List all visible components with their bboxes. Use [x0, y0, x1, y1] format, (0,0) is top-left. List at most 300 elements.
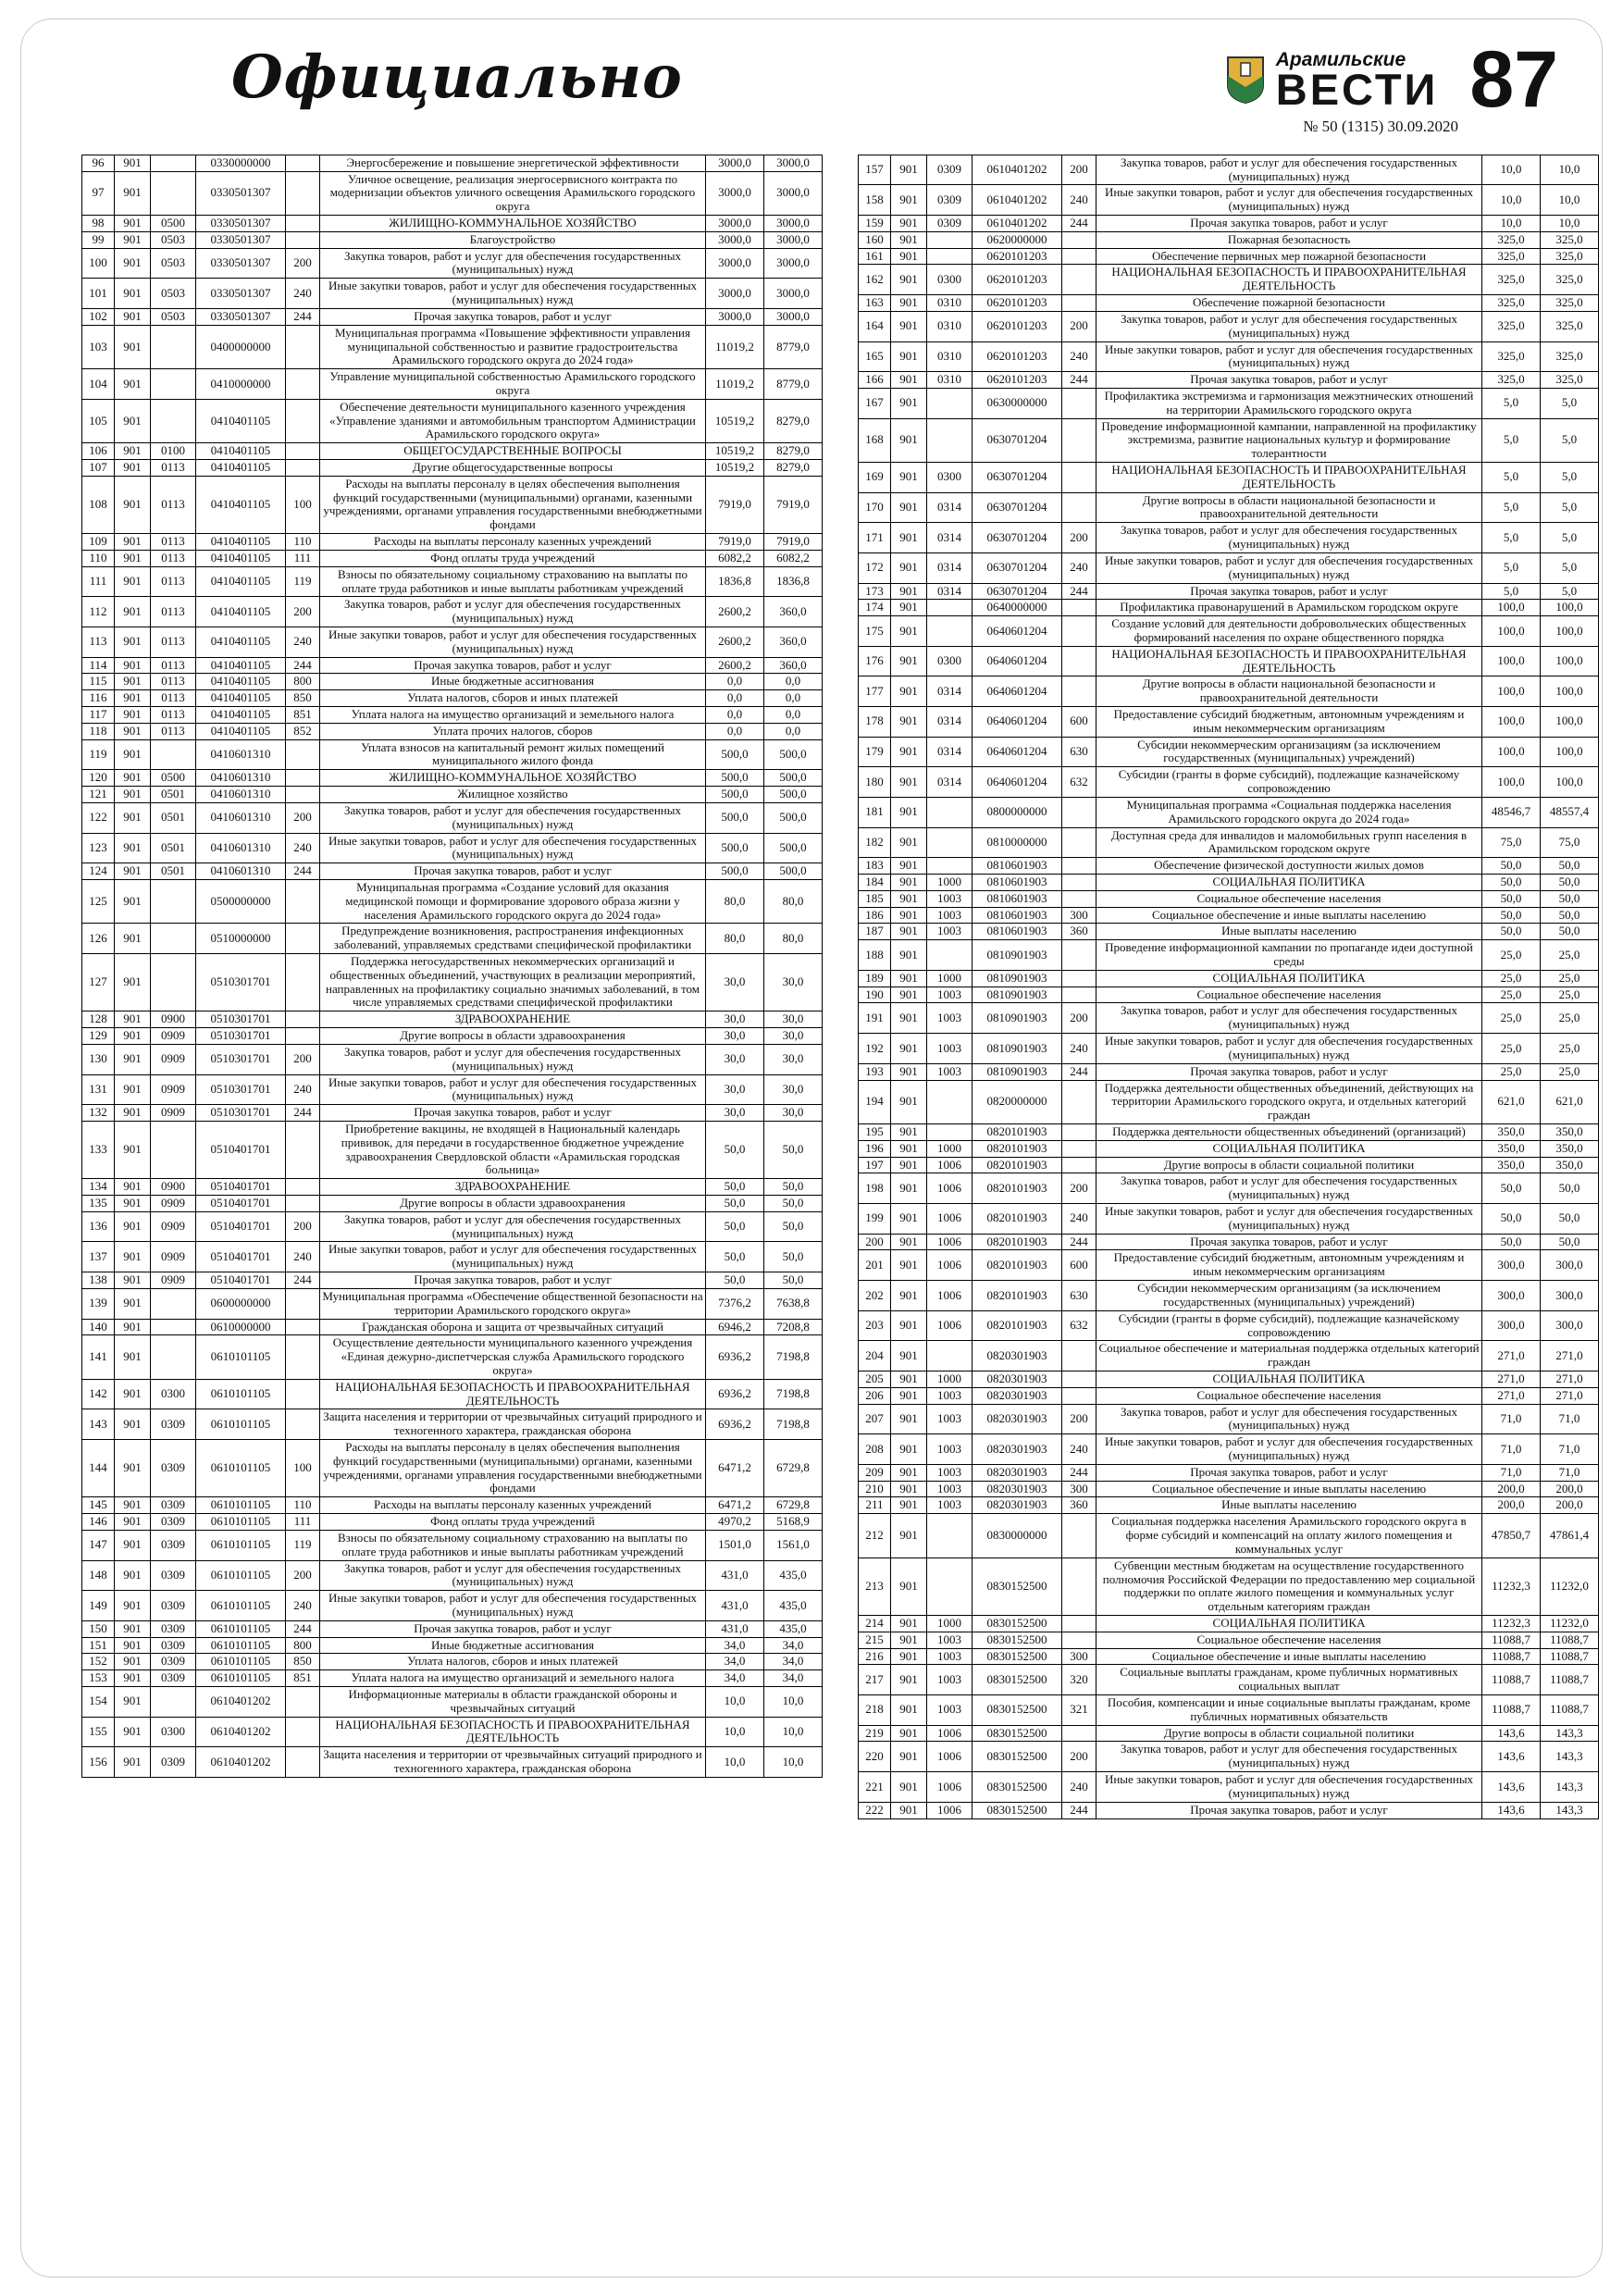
expense-type-cell: 200 [286, 1211, 320, 1242]
name-cell: Уплата налога на имущество организаций и земельного налога [320, 707, 706, 724]
amount-2-cell: 25,0 [1541, 970, 1599, 987]
amount-1-cell: 30,0 [706, 1044, 764, 1074]
row-number-cell: 177 [859, 676, 891, 707]
section-code-cell: 0310 [927, 295, 973, 312]
expense-type-cell: 240 [286, 1242, 320, 1272]
section-code-cell: 0300 [927, 463, 973, 493]
grbs-code-cell: 901 [115, 1028, 151, 1045]
table-row [82, 399, 823, 442]
target-article-cell: 0640601204 [973, 707, 1062, 738]
table-row [82, 1288, 823, 1319]
expense-type-cell: 360 [1062, 924, 1096, 940]
amount-1-cell: 500,0 [706, 802, 764, 833]
target-article-cell: 0610101105 [196, 1409, 286, 1440]
table-row [859, 767, 1599, 798]
amount-1-cell: 80,0 [706, 924, 764, 954]
name-cell: Иные бюджетные ассигнования [320, 674, 706, 690]
grbs-code-cell: 901 [115, 1497, 151, 1514]
amount-1-cell: 300,0 [1482, 1281, 1541, 1311]
name-cell: Жилищное хозяйство [320, 787, 706, 803]
expense-type-cell [1062, 858, 1096, 875]
table-row [859, 1742, 1599, 1772]
amount-1-cell: 50,0 [1482, 1234, 1541, 1250]
brand-name-text: ВЕСТИ [1275, 64, 1439, 114]
row-number-cell: 100 [82, 248, 115, 279]
amount-2-cell: 0,0 [764, 723, 823, 739]
row-number-cell: 189 [859, 970, 891, 987]
expense-type-cell [1062, 797, 1096, 827]
table-row [82, 1044, 823, 1074]
name-cell: Информационные материалы в области гражданской обороны и чрезвычайных ситуаций [320, 1687, 706, 1718]
expense-type-cell [286, 443, 320, 460]
name-cell: Прочая закупка товаров, работ и услуг [320, 863, 706, 880]
grbs-code-cell: 901 [891, 265, 927, 295]
amount-1-cell: 48546,7 [1482, 797, 1541, 827]
table-row [859, 185, 1599, 216]
budget-table-right [858, 155, 1599, 1819]
name-cell: Гражданская оборона и защита от чрезвычайных ситуаций [320, 1319, 706, 1335]
table-row [859, 583, 1599, 600]
table-row [859, 924, 1599, 940]
name-cell: Закупка товаров, работ и услуг для обеспечения государственных (муниципальных) нужд [1096, 523, 1482, 553]
row-number-cell: 182 [859, 827, 891, 858]
section-code-cell: 0113 [151, 476, 196, 533]
name-cell: Иные закупки товаров, работ и услуг для обеспечения государственных (муниципальных) нужд [1096, 341, 1482, 372]
target-article-cell: 0330501307 [196, 216, 286, 232]
grbs-code-cell: 901 [115, 1717, 151, 1747]
target-article-cell: 0810601903 [973, 907, 1062, 924]
name-cell: ОБЩЕГОСУДАРСТВЕННЫЕ ВОПРОСЫ [320, 443, 706, 460]
grbs-code-cell: 901 [891, 1140, 927, 1157]
expense-type-cell: 800 [286, 674, 320, 690]
name-cell: Социальное обеспечение населения [1096, 1387, 1482, 1404]
table-row [82, 1637, 823, 1654]
target-article-cell: 0510401701 [196, 1179, 286, 1196]
amount-1-cell: 431,0 [706, 1591, 764, 1621]
row-number-cell: 168 [859, 418, 891, 462]
expense-type-cell: 200 [1062, 523, 1096, 553]
table-row [859, 1034, 1599, 1064]
section-code-cell: 1000 [927, 1140, 973, 1157]
target-article-cell: 0410401105 [196, 566, 286, 597]
name-cell: Уличное освещение, реализация энергосервисного контракта по модернизации объектов уличного освещения Арамильского городского округа [320, 171, 706, 215]
table-row [82, 863, 823, 880]
target-article-cell: 0620101203 [973, 265, 1062, 295]
row-number-cell: 191 [859, 1003, 891, 1034]
amount-1-cell: 30,0 [706, 1105, 764, 1122]
target-article-cell: 0610101105 [196, 1497, 286, 1514]
amount-1-cell: 325,0 [1482, 372, 1541, 389]
grbs-code-cell: 901 [891, 1665, 927, 1695]
section-code-cell: 1003 [927, 1387, 973, 1404]
row-number-cell: 112 [82, 597, 115, 627]
row-number-cell: 133 [82, 1121, 115, 1178]
amount-1-cell: 47850,7 [1482, 1514, 1541, 1558]
section-code-cell: 0501 [151, 787, 196, 803]
amount-2-cell: 8279,0 [764, 443, 823, 460]
row-number-cell: 119 [82, 739, 115, 770]
name-cell: Субсидии некоммерческим организациям (за исключением государственных (муниципальных) учреждений) [1096, 1281, 1482, 1311]
name-cell: Иные закупки товаров, работ и услуг для обеспечения государственных (муниципальных) нужд [1096, 1034, 1482, 1064]
expense-type-cell [1062, 1387, 1096, 1404]
section-code-cell [151, 1121, 196, 1178]
row-number-cell: 162 [859, 265, 891, 295]
table-row [859, 372, 1599, 389]
amount-2-cell: 25,0 [1541, 1034, 1599, 1064]
row-number-cell: 96 [82, 155, 115, 171]
amount-1-cell: 50,0 [1482, 1173, 1541, 1204]
amount-2-cell: 30,0 [764, 1044, 823, 1074]
section-code-cell: 0309 [927, 216, 973, 232]
amount-1-cell: 200,0 [1482, 1497, 1541, 1514]
name-cell: Закупка товаров, работ и услуг для обеспечения государственных (муниципальных) нужд [1096, 1173, 1482, 1204]
amount-2-cell: 34,0 [764, 1637, 823, 1654]
section-code-cell: 0314 [927, 523, 973, 553]
row-number-cell: 161 [859, 248, 891, 265]
name-cell: Проведение информационной кампании по пропаганде идеи доступной среды [1096, 940, 1482, 971]
grbs-code-cell: 901 [115, 954, 151, 1011]
brand-names [1275, 48, 1439, 114]
expense-type-cell [286, 879, 320, 923]
expense-type-cell: 110 [286, 534, 320, 551]
amount-1-cell: 25,0 [1482, 987, 1541, 1003]
grbs-code-cell: 901 [891, 1341, 927, 1371]
section-code-cell [927, 616, 973, 647]
name-cell: СОЦИАЛЬНАЯ ПОЛИТИКА [1096, 1371, 1482, 1387]
name-cell: Прочая закупка товаров, работ и услуг [1096, 372, 1482, 389]
grbs-code-cell: 901 [115, 1620, 151, 1637]
expense-type-cell: 300 [1062, 907, 1096, 924]
amount-1-cell: 10,0 [706, 1687, 764, 1718]
amount-1-cell: 325,0 [1482, 341, 1541, 372]
grbs-code-cell: 901 [115, 216, 151, 232]
target-article-cell: 0640601204 [973, 616, 1062, 647]
amount-1-cell: 6936,2 [706, 1379, 764, 1409]
target-article-cell: 0830152500 [973, 1772, 1062, 1803]
amount-2-cell: 350,0 [1541, 1123, 1599, 1140]
amount-2-cell: 30,0 [764, 1028, 823, 1045]
target-article-cell: 0830152500 [973, 1742, 1062, 1772]
row-number-cell: 184 [859, 874, 891, 890]
amount-1-cell: 50,0 [1482, 1204, 1541, 1235]
name-cell: Муниципальная программа «Повышение эффективности управления муниципальной собственностью и развитие градостроительства Арамильского городского округа до 2024 года» [320, 325, 706, 368]
target-article-cell: 0610101105 [196, 1335, 286, 1379]
target-article-cell: 0810901903 [973, 987, 1062, 1003]
row-number-cell: 146 [82, 1514, 115, 1531]
section-code-cell: 0309 [151, 1654, 196, 1670]
table-row [82, 1654, 823, 1670]
expense-type-cell [286, 171, 320, 215]
target-article-cell: 0410401105 [196, 657, 286, 674]
section-code-cell: 0501 [151, 863, 196, 880]
grbs-code-cell: 901 [891, 890, 927, 907]
expense-type-cell [1062, 1080, 1096, 1123]
amount-1-cell: 5,0 [1482, 523, 1541, 553]
target-article-cell: 0330501307 [196, 231, 286, 248]
section-code-cell: 1003 [927, 1632, 973, 1648]
amount-2-cell: 7919,0 [764, 476, 823, 533]
name-cell: Уплата прочих налогов, сборов [320, 723, 706, 739]
grbs-code-cell: 901 [115, 627, 151, 657]
amount-1-cell: 50,0 [706, 1242, 764, 1272]
amount-1-cell: 10,0 [1482, 185, 1541, 216]
amount-2-cell: 11088,7 [1541, 1632, 1599, 1648]
row-number-cell: 118 [82, 723, 115, 739]
section-code-cell: 1003 [927, 1695, 973, 1726]
amount-1-cell: 1836,8 [706, 566, 764, 597]
target-article-cell: 0620101203 [973, 311, 1062, 341]
amount-1-cell: 325,0 [1482, 295, 1541, 312]
table-row [82, 1409, 823, 1440]
amount-1-cell: 6936,2 [706, 1335, 764, 1379]
section-code-cell: 1003 [927, 1497, 973, 1514]
target-article-cell: 0630701204 [973, 492, 1062, 523]
table-row [859, 970, 1599, 987]
section-code-cell [151, 1687, 196, 1718]
row-number-cell: 153 [82, 1670, 115, 1687]
amount-1-cell: 325,0 [1482, 248, 1541, 265]
grbs-code-cell: 901 [891, 341, 927, 372]
amount-2-cell: 350,0 [1541, 1157, 1599, 1173]
row-number-cell: 124 [82, 863, 115, 880]
expense-type-cell [1062, 676, 1096, 707]
amount-1-cell: 431,0 [706, 1560, 764, 1591]
grbs-code-cell: 901 [115, 863, 151, 880]
grbs-code-cell: 901 [891, 1234, 927, 1250]
amount-2-cell: 100,0 [1541, 616, 1599, 647]
row-number-cell: 132 [82, 1105, 115, 1122]
amount-2-cell: 10,0 [764, 1687, 823, 1718]
section-code-cell [151, 369, 196, 400]
table-row [82, 723, 823, 739]
grbs-code-cell: 901 [891, 1371, 927, 1387]
row-number-cell: 139 [82, 1288, 115, 1319]
name-cell: Прочая закупка товаров, работ и услуг [320, 1620, 706, 1637]
expense-type-cell [1062, 1632, 1096, 1648]
expense-type-cell [1062, 1371, 1096, 1387]
expense-type-cell [1062, 295, 1096, 312]
name-cell: Закупка товаров, работ и услуг для обеспечения государственных (муниципальных) нужд [1096, 311, 1482, 341]
target-article-cell: 0610401202 [196, 1717, 286, 1747]
target-article-cell: 0620101203 [973, 341, 1062, 372]
amount-2-cell: 3000,0 [764, 248, 823, 279]
target-article-cell: 0630701204 [973, 583, 1062, 600]
amount-2-cell: 8279,0 [764, 460, 823, 477]
amount-2-cell: 50,0 [764, 1211, 823, 1242]
table-row [82, 1319, 823, 1335]
grbs-code-cell: 901 [115, 833, 151, 863]
table-row [82, 787, 823, 803]
amount-1-cell: 11088,7 [1482, 1648, 1541, 1665]
table-row [859, 418, 1599, 462]
section-code-cell [151, 399, 196, 442]
expense-type-cell: 200 [1062, 1173, 1096, 1204]
target-article-cell: 0810901903 [973, 1003, 1062, 1034]
target-article-cell: 0830000000 [973, 1514, 1062, 1558]
grbs-code-cell: 901 [115, 1747, 151, 1778]
target-article-cell: 0810901903 [973, 1034, 1062, 1064]
amount-1-cell: 50,0 [706, 1179, 764, 1196]
target-article-cell: 0820301903 [973, 1371, 1062, 1387]
amount-1-cell: 50,0 [1482, 874, 1541, 890]
amount-2-cell: 8779,0 [764, 325, 823, 368]
grbs-code-cell: 901 [891, 463, 927, 493]
name-cell: Другие вопросы в области социальной политики [1096, 1157, 1482, 1173]
expense-type-cell [286, 954, 320, 1011]
target-article-cell: 0410401105 [196, 674, 286, 690]
table-row [82, 1105, 823, 1122]
name-cell: Субвенции местным бюджетам на осуществление государственного полномочия Российской Федерации по предоставлению мер социальной поддержки по оплате жилого помещения и коммунальных услуг отдельным категориям граждан [1096, 1558, 1482, 1615]
target-article-cell: 0630701204 [973, 463, 1062, 493]
section-code-cell: 0309 [151, 1530, 196, 1560]
brand-row [1226, 35, 1558, 124]
row-number-cell: 200 [859, 1234, 891, 1250]
table-row [82, 1747, 823, 1778]
grbs-code-cell: 901 [891, 737, 927, 767]
section-code-cell: 0309 [151, 1440, 196, 1497]
name-cell: Социальное обеспечение и иные выплаты населению [1096, 907, 1482, 924]
amount-1-cell: 34,0 [706, 1654, 764, 1670]
grbs-code-cell: 901 [891, 1003, 927, 1034]
row-number-cell: 195 [859, 1123, 891, 1140]
expense-type-cell: 240 [286, 279, 320, 309]
amount-2-cell: 3000,0 [764, 216, 823, 232]
amount-2-cell: 325,0 [1541, 248, 1599, 265]
target-article-cell: 0640000000 [973, 600, 1062, 616]
row-number-cell: 126 [82, 924, 115, 954]
section-code-cell: 0909 [151, 1211, 196, 1242]
section-code-cell: 0900 [151, 1011, 196, 1028]
amount-2-cell: 5,0 [1541, 463, 1599, 493]
grbs-code-cell: 901 [115, 770, 151, 787]
name-cell: Прочая закупка товаров, работ и услуг [1096, 1234, 1482, 1250]
expense-type-cell: 240 [286, 1591, 320, 1621]
section-code-cell [927, 231, 973, 248]
grbs-code-cell: 901 [891, 1173, 927, 1204]
name-cell: Социальное обеспечение населения [1096, 987, 1482, 1003]
amount-2-cell: 80,0 [764, 924, 823, 954]
target-article-cell: 0630701204 [973, 418, 1062, 462]
expense-type-cell [286, 1717, 320, 1747]
grbs-code-cell: 901 [115, 460, 151, 477]
amount-2-cell: 500,0 [764, 770, 823, 787]
section-code-cell: 0309 [151, 1620, 196, 1637]
amount-1-cell: 11088,7 [1482, 1665, 1541, 1695]
row-number-cell: 147 [82, 1530, 115, 1560]
amount-1-cell: 25,0 [1482, 1063, 1541, 1080]
amount-2-cell: 71,0 [1541, 1404, 1599, 1434]
section-code-cell [927, 600, 973, 616]
expense-type-cell: 110 [286, 1497, 320, 1514]
amount-2-cell: 300,0 [1541, 1310, 1599, 1341]
table-row [82, 1514, 823, 1531]
grbs-code-cell: 901 [115, 1211, 151, 1242]
row-number-cell: 212 [859, 1514, 891, 1558]
section-code-cell: 1003 [927, 1034, 973, 1064]
section-code-cell: 1006 [927, 1802, 973, 1818]
grbs-code-cell: 901 [115, 1044, 151, 1074]
target-article-cell: 0510401701 [196, 1242, 286, 1272]
expense-type-cell: 240 [286, 833, 320, 863]
expense-type-cell: 111 [286, 550, 320, 566]
name-cell: Предоставление субсидий бюджетным, автономным учреждениям и иным некоммерческим организациям [1096, 707, 1482, 738]
amount-2-cell: 500,0 [764, 787, 823, 803]
grbs-code-cell: 901 [115, 739, 151, 770]
target-article-cell: 0610101105 [196, 1620, 286, 1637]
target-article-cell: 0820301903 [973, 1387, 1062, 1404]
amount-1-cell: 10,0 [1482, 216, 1541, 232]
row-number-cell: 99 [82, 231, 115, 248]
name-cell: Взносы по обязательному социальному страхованию на выплаты по оплате труда работников и иные выплаты работникам учреждений [320, 566, 706, 597]
grbs-code-cell: 901 [891, 940, 927, 971]
row-number-cell: 218 [859, 1695, 891, 1726]
section-code-cell: 1006 [927, 1742, 973, 1772]
amount-1-cell: 5,0 [1482, 552, 1541, 583]
name-cell: Доступная среда для инвалидов и маломобильных групп населения в Арамильском городском округе [1096, 827, 1482, 858]
table-row [82, 460, 823, 477]
amount-2-cell: 100,0 [1541, 676, 1599, 707]
row-number-cell: 199 [859, 1204, 891, 1235]
table-row [82, 674, 823, 690]
amount-1-cell: 50,0 [1482, 924, 1541, 940]
amount-2-cell: 75,0 [1541, 827, 1599, 858]
section-code-cell: 0113 [151, 534, 196, 551]
row-number-cell: 98 [82, 216, 115, 232]
amount-1-cell: 10,0 [1482, 155, 1541, 185]
table-row [82, 770, 823, 787]
expense-type-cell [286, 1687, 320, 1718]
grbs-code-cell: 901 [891, 858, 927, 875]
amount-2-cell: 5,0 [1541, 523, 1599, 553]
amount-1-cell: 6471,2 [706, 1440, 764, 1497]
section-code-cell: 0113 [151, 627, 196, 657]
section-code-cell: 0309 [151, 1591, 196, 1621]
grbs-code-cell: 901 [891, 231, 927, 248]
section-code-cell [151, 879, 196, 923]
section-code-cell: 0309 [151, 1670, 196, 1687]
grbs-code-cell: 901 [891, 1063, 927, 1080]
target-article-cell: 0620101203 [973, 295, 1062, 312]
grbs-code-cell: 901 [891, 1404, 927, 1434]
target-article-cell: 0510301701 [196, 1074, 286, 1105]
expense-type-cell [1062, 388, 1096, 418]
grbs-code-cell: 901 [891, 1497, 927, 1514]
table-row [859, 940, 1599, 971]
section-code-cell: 0314 [927, 583, 973, 600]
row-number-cell: 117 [82, 707, 115, 724]
amount-1-cell: 5,0 [1482, 583, 1541, 600]
expense-type-cell: 244 [1062, 1063, 1096, 1080]
row-number-cell: 172 [859, 552, 891, 583]
amount-2-cell: 50,0 [1541, 890, 1599, 907]
amount-2-cell: 0,0 [764, 674, 823, 690]
section-code-cell [151, 739, 196, 770]
amount-2-cell: 435,0 [764, 1591, 823, 1621]
name-cell: Прочая закупка товаров, работ и услуг [1096, 1063, 1482, 1080]
amount-1-cell: 500,0 [706, 787, 764, 803]
name-cell: Прочая закупка товаров, работ и услуг [1096, 583, 1482, 600]
table-row [82, 1196, 823, 1212]
name-cell: Проведение информационной кампании, направленной на профилактику экстремизма, развитие национальных культур и формирование толерантности [1096, 418, 1482, 462]
grbs-code-cell: 901 [115, 399, 151, 442]
name-cell: Прочая закупка товаров, работ и услуг [1096, 1464, 1482, 1481]
target-article-cell: 0400000000 [196, 325, 286, 368]
grbs-code-cell: 901 [115, 1591, 151, 1621]
target-article-cell: 0510401701 [196, 1121, 286, 1178]
target-article-cell: 0810901903 [973, 970, 1062, 987]
section-code-cell: 0314 [927, 737, 973, 767]
section-code-cell: 0300 [927, 265, 973, 295]
